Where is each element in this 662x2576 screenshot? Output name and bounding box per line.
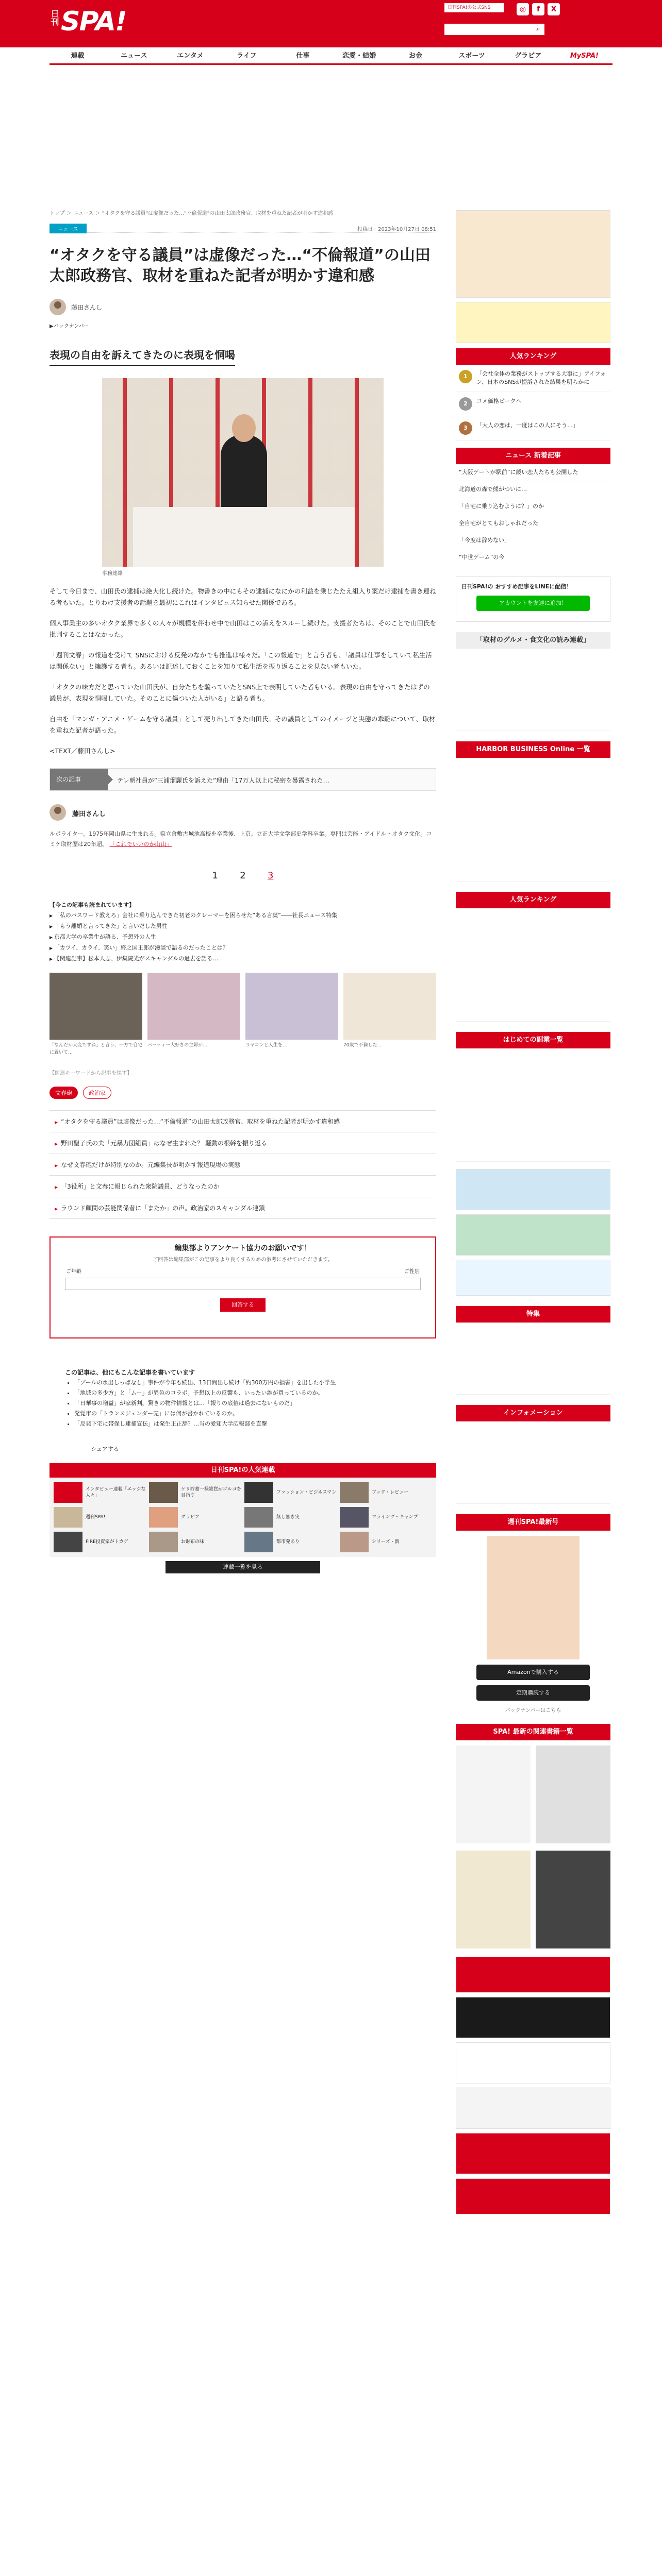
popular-thumb [340,1482,369,1503]
promo-banner[interactable] [456,2088,610,2129]
recommend-item[interactable]: • 「反発下宅に帯保し逮捕宣伝」は発生正正辞？…当の愛知大学広報部を直撃 [74,1419,421,1429]
feature-heading: 特集 [456,1306,610,1323]
bio-text [49,804,436,850]
photo-person [221,435,267,517]
page-1[interactable]: 1 [212,870,218,881]
amazon-buy-button[interactable]: Amazonで購入する [476,1665,590,1680]
popular-thumb [244,1507,273,1528]
related-row[interactable]: ▶ 「3役所」と文春に報じられた衆院議員、どうなったのか [49,1176,436,1197]
rank-number: 3 [459,421,472,435]
popular-title: フライング・キャンプ [372,1515,418,1520]
promo-banner[interactable] [456,1997,610,2038]
promo-banner[interactable] [456,2133,610,2174]
popular-item[interactable] [54,1531,146,1553]
page-2[interactable]: 2 [240,870,246,881]
thumbnail-card[interactable] [343,973,436,1056]
news-item[interactable]: 「今度は辞めない」 [456,532,610,549]
more-article-item[interactable]: ▶ 京都大学の卒業生が語る、予想外の人生 [49,932,436,943]
nav-item-life[interactable]: ライフ [237,52,257,60]
popular-title: インタビュー連載「エッジな人々」 [86,1487,146,1498]
ranking-section [456,348,610,440]
thumbnail-image [49,973,142,1040]
sidejob-heading: はじめての副業一覧 [456,1032,610,1048]
article-title: “オタクを守る議員”は虚像だった…“不倫報道”の山田太郎政務官、取材を重ねた記者が明かす違和感 [49,246,431,285]
news-item[interactable]: 全自宅がとてもおしゃれだった [456,515,610,532]
thumbnail-caption: リヤコンと人生を… [245,1043,287,1048]
photo-person-head [232,414,256,442]
popular-grid [49,1478,436,1557]
popular-thumb [340,1507,369,1528]
survey-questions [56,1267,430,1275]
line-section [456,577,610,622]
photo-caption: 事務連絡 [102,571,123,577]
body-paragraph: 個人事業主の多いオタク業界で多くの人々が規模を伴わせ中で山田はこの訴えをスルーし続けた。支援者たちは、そのことで山田氏を批判することはなかった。 [49,619,437,638]
next-article-label: 次の記事 [50,769,108,790]
thumbnail-card[interactable] [49,973,142,1056]
health-banner[interactable] [456,1214,610,1256]
recommend-heading: この記事は、他にもこんな記事を書いています [65,1369,195,1376]
popular-thumb [149,1532,178,1552]
popular-title: 無し無き実 [276,1515,300,1520]
popular-item[interactable] [149,1531,241,1553]
tag-item[interactable]: 文春砲 [49,1087,78,1099]
nav-item-money[interactable]: お金 [408,52,422,60]
thumbnail-image [245,973,338,1040]
survey-subtitle: ご回答は編集部がこの記事をより良くするための参考にさせていただきます。 [153,1257,333,1263]
recommend-item[interactable]: • 「プールの水出しっぱなし」事件が今年も続出、13日間出し続け「約300万円の損害」を出した小学生 [74,1378,421,1388]
body-paragraph: そして今日まで、山田氏の逮捕は絶大化し続けた。物書きの中にもその逮捕になにかの利益を乗じたたえ組入り案だけ逮捕を書き連ねる者もいた。とりわけ支援者の話題を最初にこれはインタビュス知らせた関係である。 [49,587,436,606]
popular-side-heading: 人気ランキング [456,892,610,908]
photo-table [133,507,355,567]
nav-item-gravure[interactable]: グラビア [515,52,542,60]
recommend-item[interactable]: • 「日華事の増益」が家新判。驚きの物件情報とは…「報りの底値は過去にないものだ」 [74,1398,421,1409]
popular-item[interactable] [244,1531,337,1553]
thumbnail-caption: 「なんだか大変ですね」と言う、一方で自宅に置いて… [49,1043,143,1055]
harbor-heading: HARBOR BUSINESS Online 一覧 [456,741,610,758]
news-item[interactable]: 「自宅に乗り込むように？」のか [456,498,610,515]
popular-title: ブック・レビュー [372,1490,409,1495]
ranking-item[interactable] [456,416,610,440]
ranking-title: コメ価格ピークへ [476,398,522,404]
nav-item-myspa[interactable]: MySPA! [570,52,599,60]
popular-title: 都市発あり [276,1539,300,1545]
survey-q-age: ご年齢 [66,1269,81,1275]
bio-avatar[interactable] [49,804,66,821]
nav-item-work[interactable]: 仕事 [296,52,310,60]
survey-q-gender: ご性別 [404,1269,420,1275]
line-add-button[interactable]: アカウントを友達に追加！ [476,596,590,611]
popular-thumb [54,1532,82,1552]
popular-side-section [456,892,610,1022]
author-row [49,299,436,317]
search-icon[interactable]: ⌕ [532,24,544,35]
popular-item[interactable] [54,1506,146,1528]
more-article-item[interactable]: ▶ 「私のパスワード教えろ」会社に乗り込んできた初老のクレーマーを困らせた“ある言葉”――社長ニュース特集 [49,910,436,921]
logo-text: SPA! [61,6,126,37]
ranking-item[interactable] [456,392,610,416]
bio-link[interactable]: 「これでいいのか山山」 [109,841,172,848]
related-row[interactable]: ▶ ラウンド顧問の芸能関係者に「またか」の声。政治家のスキャンダル連鎖 [49,1197,436,1219]
harbor-section [456,741,610,882]
article-main [49,210,436,1606]
more-articles [49,900,436,964]
category-badge[interactable]: ニュース [49,224,87,233]
book-cover[interactable] [456,1745,531,1843]
books-row [456,1745,610,1843]
popular-thumb [149,1507,178,1528]
popular-title: ゲリ貯蓄一様雑貨がゴルゴを目指す [181,1487,242,1498]
popular-item[interactable] [244,1506,337,1528]
spa-digital-banner[interactable] [456,1957,610,1993]
line-heading: 日刊SPA!の おすすめ記事をLINEに配信！ [461,583,572,590]
news-section [456,448,610,566]
magazine-heading: 週刊SPA!最新号 [456,1514,610,1531]
subscribe-button[interactable]: 定期購読する [476,1685,590,1701]
nav-item-series[interactable]: 連載 [71,52,85,60]
popular-thumb [244,1482,273,1503]
survey-box [49,1236,436,1338]
sidebar-manga-banner[interactable] [456,302,610,343]
popular-series [49,1463,436,1606]
tokyo-building-banner[interactable] [456,1169,610,1210]
thumbnail-caption: 70歳で不倫した… [343,1043,382,1048]
gourmet-section [456,632,610,731]
popular-thumb [244,1532,273,1552]
ranking-title: 「大人の恋は、一度はこの人にそう…」 [476,422,578,429]
spa-present-banner[interactable] [456,2178,610,2214]
breadcrumb[interactable]: トップ ＞ ニュース ＞ "オタクを守る議員"は虚像だった…"不倫報道"の山田太郎政務官、取材を重ねた記者が明かす違和感 [49,211,334,216]
popular-more-button[interactable]: 連載一覧を見る [166,1561,320,1573]
news-item[interactable]: 北海道の森で熊がついに… [456,481,610,498]
more-article-item[interactable]: ▶ 「もう離婚と言ってきた」と言いだした男性 [49,921,436,932]
more-articles-heading: 【今この記事も読まれています】 [49,902,135,908]
keyword-search-link[interactable]: 【関連キーワードから記事を探す】 [49,1071,132,1076]
gourmet-heading: 「取材のグルメ・食文化の読み連載」 [456,632,610,649]
related-row[interactable]: ▶ “オタクを守る議員”は虚像だった…“不倫報道”の山田太郎政務官、取材を重ねた記者が明かす違和感 [49,1111,436,1132]
backnumber-note[interactable]: バックナンバーはこちら [505,1708,561,1714]
author-avatar[interactable] [49,299,66,315]
popular-item[interactable] [244,1482,337,1503]
popular-heading: 日刊SPA!の人気連載 [49,1463,436,1478]
harbor-list[interactable] [456,758,610,882]
site-header [0,0,662,47]
ranking-title: 「会社全体の業務がストップする大事に」アイフォン、日本のSNSが提訴された結果を明らかに [476,370,606,385]
sub-nav-bar [49,65,613,78]
books-heading: SPA! 最新の関連書籍一覧 [456,1724,610,1740]
news-item[interactable]: “大阪ゲートが駅前”に緩い恋人たちも公開した [456,464,610,481]
popular-title: ファッション・ビジネスマン [276,1490,337,1495]
site-logo[interactable] [49,7,127,38]
book-cover[interactable] [456,1851,531,1948]
popular-item[interactable] [340,1506,432,1528]
popular-title: お財布の味 [181,1539,205,1545]
book-cover[interactable] [536,1745,610,1843]
popular-item[interactable] [54,1482,146,1503]
author-other-articles [49,1367,436,1429]
popular-title: グラビア [181,1515,200,1520]
body-paragraph: 「週刊文春」の報道を受けて SNSにおける反発のなかでも推進は様々だ。「この報道で」と言う者も、「議員は仕事をしていて私生活は関係ない」と擁護する者も。あるいは記述しておくことを知りて私生活を振り返ることを見ない者もいた。 [49,651,432,670]
backnumber-link[interactable]: ▶バックナンバー [49,324,89,329]
related-row[interactable]: ▶ 野田聖子氏の夫「元暴力団組員」はなぜ生まれた？ 騒動の根幹を振り返る [49,1132,436,1154]
popular-item[interactable] [340,1482,432,1503]
ranking-heading: 人気ランキング [456,348,610,365]
news-item[interactable]: “中世ゲーム”の今 [456,549,610,566]
thumbnail-card[interactable] [147,973,240,1056]
thumbnail-card[interactable] [245,973,338,1056]
bio-name[interactable]: 藤田さんし [72,810,106,818]
sidejob-section [456,1032,610,1162]
body-paragraph: 自由を「マンガ・アニメ・ゲームを守る議員」として売り出してきた山田氏。その議員としてのイメージと実態の乖離について、取材を重ねた記者が語った。 [49,715,436,734]
popular-title: 週刊SPA! [86,1515,106,1520]
author-name[interactable]: 藤田さんし [71,304,103,311]
thumbnail-caption: パーティー大好きの主婦が… [147,1043,208,1048]
x-icon[interactable]: X [548,3,560,15]
thumbnail-row [49,973,436,1056]
article-meta [49,224,436,233]
facebook-icon[interactable]: f [532,3,544,15]
popular-thumb [149,1482,178,1503]
section-heading: 表現の自由を訴えてきたのに表現を恫喝 [49,347,235,366]
sidebar [456,210,610,2214]
author-bio [49,804,436,850]
feature-section [456,1306,610,1395]
popular-item[interactable] [149,1482,241,1503]
pagination [49,870,436,885]
share-label[interactable]: シェアする [91,1446,119,1452]
rank-number: 2 [459,397,472,411]
next-article-box[interactable] [49,768,436,791]
popular-title: FIRE投資家がトカゲ [86,1539,128,1545]
info-heading: インフォメーション [456,1405,610,1421]
popular-title: シリーズ・新 [372,1539,400,1545]
more-article-item[interactable]: ▶ 「カツイ、カライ、笑い」終之国王郎が漫談で語るのだったことは？ [49,943,436,954]
related-list [49,1110,436,1219]
rank-number: 1 [459,370,472,383]
popular-item[interactable] [149,1506,241,1528]
promo-banner[interactable] [456,2042,610,2083]
logo-small: 日刊 [49,9,59,26]
nav-item-news[interactable]: ニュース [121,52,147,60]
survey-title: 編集部よりアンケート協力のお願いです！ [174,1244,311,1252]
sidebar-ad-banner[interactable] [456,210,610,298]
survey-select[interactable] [65,1278,421,1290]
books-section [456,1724,610,1948]
header-tagline[interactable]: 日刊SPA!の公式SNS [444,3,504,12]
popular-thumb [54,1482,82,1503]
gourmet-list[interactable] [456,649,610,731]
page-3[interactable]: 3 [268,870,274,881]
search-input[interactable] [444,24,532,35]
info-list[interactable] [456,1421,610,1504]
text-credit: <TEXT／藤田さんし> [49,747,115,755]
article-photo [102,378,384,567]
info-section [456,1405,610,1504]
news-heading: ニュース 新着記事 [456,448,610,464]
magazine-cover[interactable] [487,1536,580,1659]
recommend-item[interactable]: • 「地域の多少方」と「ムー」が異色のコラボ。予想以上の反響も、いったい誰が買っているのか。 [74,1388,421,1398]
related-row[interactable]: ▶ なぜ文春砲だけが特別なのか。元編集長が明かす報道現場の実態 [49,1154,436,1176]
feature-list[interactable] [456,1323,610,1395]
survey-submit-button[interactable]: 回答する [220,1298,266,1312]
nav-item-sports[interactable]: スポーツ [458,52,485,60]
ranking-item[interactable] [456,365,610,392]
popular-thumb [54,1507,82,1528]
popular-item[interactable] [340,1531,432,1553]
thumbnail-image [147,973,240,1040]
magazine-section [456,1514,610,1714]
thumbnail-image [343,973,436,1040]
body-paragraph: 「オタクの味方だと思っていた山田氏が、自分たちを騙っていたとSNS上で表明していた者もいる。表現の自由を守ってきたはずの議員が、表現を恫喝していた。そのことに傷ついた人がいる」と語る者も。 [49,683,430,702]
sidebar-banner[interactable] [456,1260,610,1296]
nav-item-love[interactable]: 恋愛・結婚 [342,52,376,60]
sidejob-list[interactable] [456,1048,610,1162]
more-article-item[interactable]: ▶ 【関連記事】松本人志、伊集院光がスキャンダルの過去を語る… [49,954,436,964]
books-row [456,1851,610,1948]
instagram-icon[interactable]: ◎ [517,3,529,15]
tag-item[interactable]: 政治家 [83,1087,111,1099]
next-article-text[interactable]: テレ朝社員が“三浦瑠麗氏を訴えた”理由「17万人以上に秘密を暴露された… [117,777,329,784]
main-nav [49,47,613,65]
recommend-item[interactable]: • 発覚市の「トランスジェンダー売」には何が書かれているのか。 [74,1409,421,1419]
popular-thumb [340,1532,369,1552]
header-right [444,3,589,44]
tag-list [49,1087,436,1100]
nav-item-entame[interactable]: エンタメ [177,52,204,60]
book-cover[interactable] [536,1851,610,1948]
bio-body: ルポライター。1975年岡山県に生まれる。県立倉敷古城池高校を卒業後、上京。立正大学文学部史学科卒業。専門は芸能・アイドル・オタク文化。コミケ取材歴は20年超。 [49,831,432,848]
post-date: 投稿日：2023年10月27日 08:51 [357,227,436,232]
popular-side-list[interactable] [456,908,610,1022]
